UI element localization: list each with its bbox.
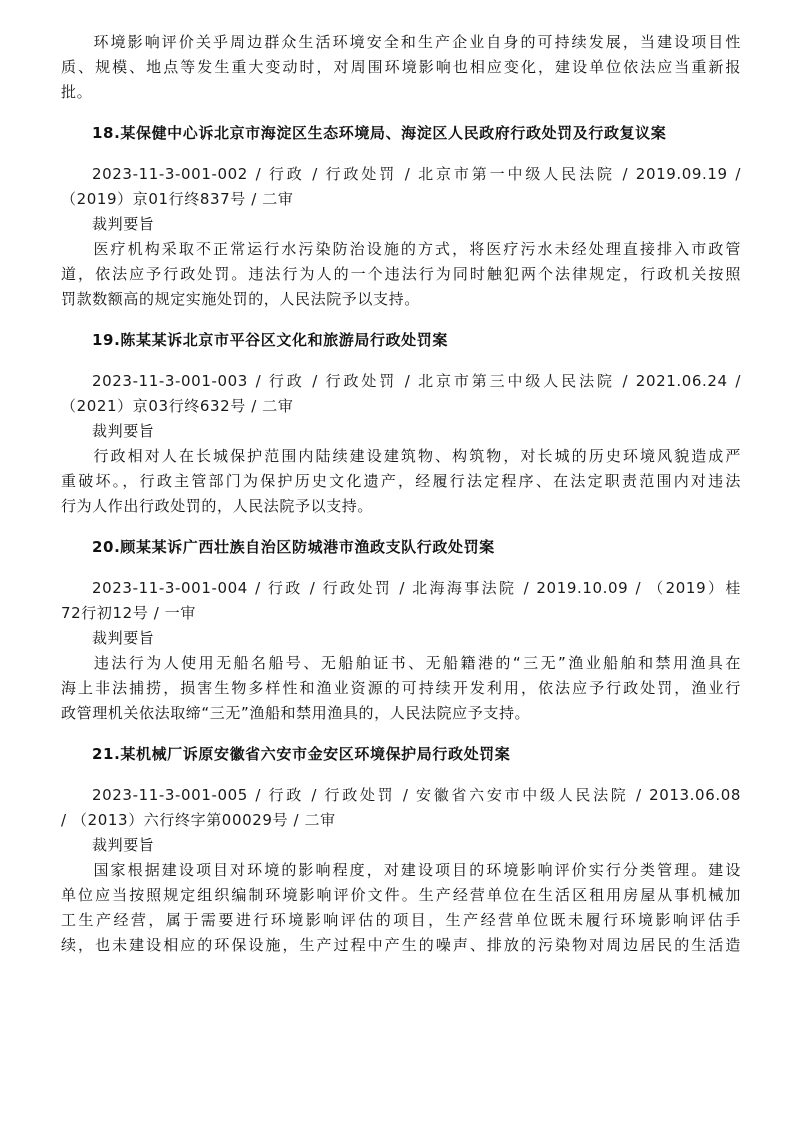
document-page — [61, 30, 741, 958]
intro-paragraph — [61, 30, 741, 105]
intro-line: 环境影响评价关乎周边群众生活环境安全和生产企业自身的可持续发展，当建设项目性 — [92, 33, 741, 51]
case-meta — [61, 369, 741, 419]
summary-line: 续，也未建设相应的环保设施，生产过程中产生的噪声、排放的污染物对周边居民的生活造 — [61, 936, 741, 954]
summary-paragraph — [61, 651, 741, 726]
summary-line: 工生产经营，属于需要进行环境影响评估的项目，生产经营单位既未履行环境影响评估手 — [61, 911, 741, 929]
summary-line: 单位应当按照规定组织编制环境影响评价文件。生产经营单位在生活区租用房屋从事机械加 — [61, 886, 741, 904]
summary-label: 裁判要旨 — [92, 215, 155, 233]
case-title: 21.某机械厂诉原安徽省六安市金安区环境保护局行政处罚案 — [92, 745, 511, 763]
case-meta — [61, 162, 741, 212]
summary-line: 罚款数额高的规定实施处罚的，人民法院予以支持。 — [61, 290, 420, 308]
case-meta-line: 2023-11-3-001-004 / 行政 / 行政处罚 / 北海海事法院 / 2019.10.09 / （2019）桂 — [92, 579, 741, 597]
intro-line: 质、规模、地点等发生重大变动时，对周围环境影响也相应变化，建设单位依法应当重新报 — [61, 58, 741, 76]
intro-line: 批。 — [61, 83, 93, 101]
summary-label: 裁判要旨 — [92, 422, 155, 440]
case-meta-line: （2019）京01行终837号 / 二审 — [61, 190, 294, 208]
case-title: 19.陈某某诉北京市平谷区文化和旅游局行政处罚案 — [92, 331, 448, 349]
summary-paragraph — [61, 858, 741, 958]
case-meta-line: 2023-11-3-001-005 / 行政 / 行政处罚 / 安徽省六安市中级人民法院 / 2013.06.08 — [92, 786, 741, 804]
summary-line: 国家根据建设项目对环境的影响程度，对建设项目的环境影响评价实行分类管理。建设 — [92, 861, 741, 879]
case-title: 20.顾某某诉广西壮族自治区防城港市渔政支队行政处罚案 — [92, 538, 495, 556]
case-meta-line: 72行初12号 / 一审 — [61, 604, 196, 622]
summary-paragraph — [61, 444, 741, 519]
summary-label: 裁判要旨 — [92, 629, 155, 647]
case-meta — [61, 783, 741, 833]
summary-line: 医疗机构采取不正常运行水污染防治设施的方式，将医疗污水未经处理直接排入市政管 — [92, 240, 741, 258]
case-meta-line: 2023-11-3-001-003 / 行政 / 行政处罚 / 北京市第三中级人民法院 / 2021.06.24 / — [92, 372, 741, 390]
case-meta — [61, 576, 741, 626]
case-meta-line: 2023-11-3-001-002 / 行政 / 行政处罚 / 北京市第一中级人民法院 / 2019.09.19 / — [92, 165, 741, 183]
case-title: 18.某保健中心诉北京市海淀区生态环境局、海淀区人民政府行政处罚及行政复议案 — [92, 124, 667, 142]
summary-line: 行政相对人在长城保护范围内陆续建设建筑物、构筑物，对长城的历史环境风貌造成严 — [92, 447, 741, 465]
case-meta-line: / （2013）六行终字第00029号 / 二审 — [61, 811, 336, 829]
summary-line: 违法行为人使用无船名船号、无船舶证书、无船籍港的“三无”渔业船舶和禁用渔具在 — [92, 654, 741, 672]
case-meta-line: （2021）京03行终632号 / 二审 — [61, 397, 294, 415]
summary-line: 重破坏。，行政主管部门为保护历史文化遗产，经履行法定程序、在法定职责范围内对违法 — [61, 472, 741, 490]
summary-paragraph — [61, 237, 741, 312]
summary-label: 裁判要旨 — [92, 836, 155, 854]
summary-line: 政管理机关依法取缔“三无”渔船和禁用渔具的，人民法院应予支持。 — [61, 704, 531, 722]
summary-line: 海上非法捕捞，损害生物多样性和渔业资源的可持续开发利用，依法应予行政处罚，渔业行 — [61, 679, 741, 697]
summary-line: 道，依法应予行政处罚。违法行为人的一个违法行为同时触犯两个法律规定，行政机关按照 — [61, 265, 741, 283]
summary-line: 行为人作出行政处罚的，人民法院予以支持。 — [61, 497, 374, 515]
